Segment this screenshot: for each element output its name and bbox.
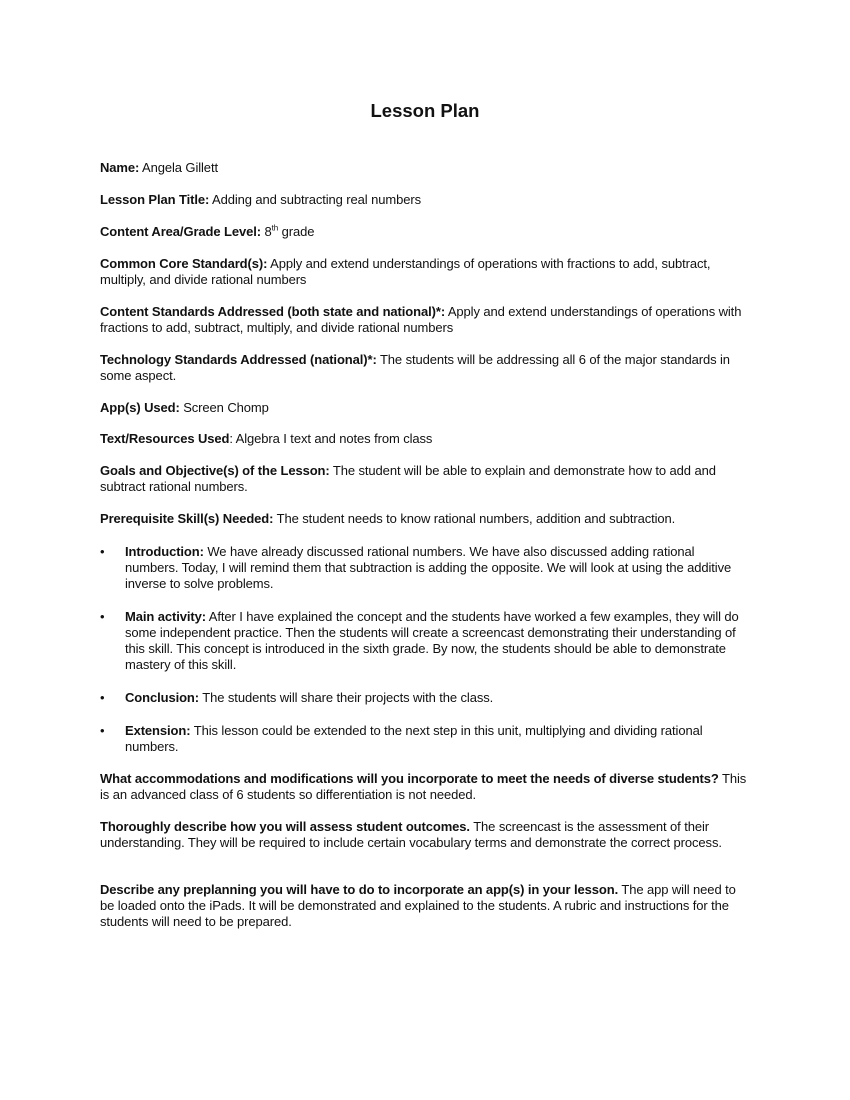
content-standards-value: Apply and extend understandings of operations with fractions to add, subtract, multiply, and divide rational numbers bbox=[100, 304, 742, 335]
activity-conclusion-value: The students will share their projects with the class. bbox=[199, 690, 494, 705]
common-core-field bbox=[100, 256, 750, 288]
name-field bbox=[100, 160, 750, 176]
activity-extension-label: Extension: bbox=[125, 723, 191, 738]
lesson-title-label: Lesson Plan Title: bbox=[100, 192, 210, 207]
accommodations-label: What accommodations and modifications will you incorporate to meet the needs of diverse students? bbox=[100, 771, 719, 786]
prereq-field bbox=[100, 511, 750, 527]
grade-level-ordinal: th bbox=[271, 223, 279, 233]
common-core-label: Common Core Standard(s): bbox=[100, 256, 268, 271]
preplanning-value: The app will need to be loaded onto the iPads. It will be demonstrated and explained to the students. A rubric and instructions for the students will need to be prepared. bbox=[100, 882, 736, 929]
activity-conclusion-label: Conclusion: bbox=[125, 690, 200, 705]
activity-main-label: Main activity: bbox=[125, 609, 206, 624]
lesson-title-value: Adding and subtracting real numbers bbox=[209, 192, 421, 207]
prereq-value: The student needs to know rational numbers, addition and subtraction. bbox=[273, 511, 676, 526]
bullet-icon: • bbox=[100, 690, 105, 705]
accommodations-value: This is an advanced class of 6 students so differentiation is not needed. bbox=[100, 771, 747, 802]
grade-level-label: Content Area/Grade Level: bbox=[100, 224, 262, 239]
tech-standards-field bbox=[100, 352, 750, 384]
resources-label: Text/Resources Used bbox=[100, 431, 230, 446]
assessment-field bbox=[100, 819, 750, 851]
preplanning-field bbox=[100, 882, 750, 930]
grade-level-suffix: grade bbox=[278, 224, 315, 239]
lesson-title-field bbox=[100, 192, 750, 208]
accommodations-field bbox=[100, 771, 750, 803]
page-title: Lesson Plan bbox=[370, 100, 480, 121]
activity-main-value: After I have explained the concept and the students have worked a few examples, they will do some independent practice. Then the students will create a screencast demonstrating their understanding of this skill. This concept is introduced in the sixth grade. By now, the students should be able to demonstrate mastery of this skill. bbox=[125, 609, 739, 672]
goals-field bbox=[100, 463, 750, 495]
content-standards-field bbox=[100, 304, 750, 336]
activity-introduction-label: Introduction: bbox=[125, 544, 204, 559]
goals-value: The student will be able to explain and demonstrate how to add and subtract rational numbers. bbox=[100, 463, 716, 494]
activity-extension-value: This lesson could be extended to the next step in this unit, multiplying and dividing rational numbers. bbox=[125, 723, 703, 754]
assessment-value: The screencast is the assessment of their understanding. They will be required to include certain vocabulary terms and demonstrate the correct process. bbox=[100, 819, 722, 850]
assessment-label: Thoroughly describe how you will assess student outcomes. bbox=[100, 819, 470, 834]
bullet-icon: • bbox=[100, 609, 105, 624]
activity-introduction-value: We have already discussed rational numbers. We have also discussed adding rational numbers. Today, I will remind them that subtraction is adding the opposite. We will look at using the additive inverse to solve problems. bbox=[125, 544, 732, 591]
name-label: Name: bbox=[100, 160, 140, 175]
resources-field bbox=[100, 431, 750, 447]
apps-label: App(s) Used: bbox=[100, 400, 180, 415]
common-core-value: Apply and extend understandings of operations with fractions to add, subtract, multiply, and divide rational numbers bbox=[100, 256, 711, 287]
tech-standards-value: The students will be addressing all 6 of the major standards in some aspect. bbox=[100, 352, 730, 383]
resources-value: : Algebra I text and notes from class bbox=[229, 431, 433, 446]
activity-main-text bbox=[125, 609, 750, 673]
apps-field bbox=[100, 400, 750, 416]
bullet-icon: • bbox=[100, 544, 105, 559]
activity-extension-text bbox=[125, 723, 750, 755]
tech-standards-label: Technology Standards Addressed (national)*: bbox=[100, 352, 377, 367]
content-standards-label: Content Standards Addressed (both state and national)*: bbox=[100, 304, 446, 319]
apps-value: Screen Chomp bbox=[179, 400, 269, 415]
bullet-icon: • bbox=[100, 723, 105, 738]
name-value: Angela Gillett bbox=[139, 160, 218, 175]
activity-introduction-text bbox=[125, 544, 750, 592]
activity-conclusion-text bbox=[125, 690, 750, 706]
goals-label: Goals and Objective(s) of the Lesson: bbox=[100, 463, 330, 478]
preplanning-label: Describe any preplanning you will have to do to incorporate an app(s) in your lesson. bbox=[100, 882, 619, 897]
grade-level-field bbox=[100, 224, 750, 240]
grade-level-number: 8 bbox=[261, 224, 272, 239]
prereq-label: Prerequisite Skill(s) Needed: bbox=[100, 511, 274, 526]
